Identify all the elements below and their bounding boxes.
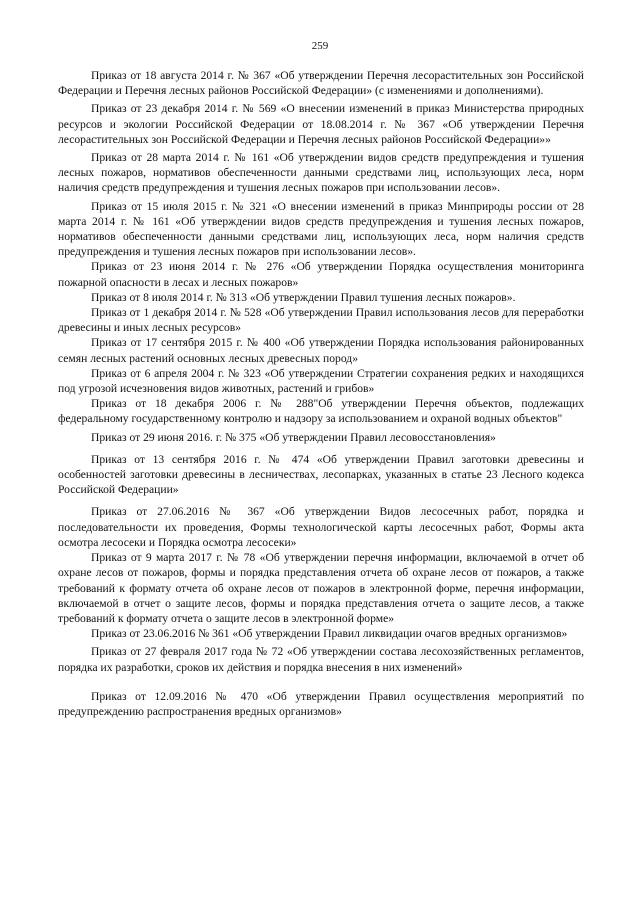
paragraph-order-72-2017: Приказ от 27 февраля 2017 года № 72 «Об утверждении состава лесохозяйственных регламентов, порядка их разработки, сроков их действия и порядка внесения в них изменений» bbox=[58, 645, 584, 674]
paragraph-order-161-2014: Приказ от 28 марта 2014 г. № 161 «Об утверждении видов средств предупреждения и тушения лесных пожаров, нормативов обеспеченности данными средствами лиц, использующих леса, норм наличия средств предупреждения и тушения лесных пожаров при использовании лесов». bbox=[58, 151, 584, 195]
paragraph-order-361-2016: Приказ от 23.06.2016 № 361 «Об утверждении Правил ликвидации очагов вредных организмов» bbox=[91, 627, 568, 641]
paragraph-order-470-2016: Приказ от 12.09.2016 № 470 «Об утверждении Правил осуществления мероприятий по предупреждению распространения вредных организмов» bbox=[58, 689, 584, 718]
paragraph-order-569-2014: Приказ от 23 декабря 2014 г. № 569 «О внесении изменений в приказ Министерства природных ресурсов и экологии Российской Федерации от 18.08.2014 г. № 367 «Об утверждении Перечня лесорастительных зон Российской Федерации и Перечня лесных районов Российской Федерации»» bbox=[58, 102, 584, 146]
paragraph-order-276-2014: Приказ от 23 июня 2014 г. № 276 «Об утверждении Порядка осуществления мониторинга пожарной опасности в лесах и лесных пожаров» bbox=[58, 260, 584, 289]
paragraph-order-367-2014: Приказ от 18 августа 2014 г. № 367 «Об утверждении Перечня лесорастительных зон Российской Федерации и Перечня лесных районов Российской Федерации» (с изменениями и дополнениями). bbox=[58, 69, 584, 98]
paragraph-order-367-2016: Приказ от 27.06.2016 № 367 «Об утверждении Видов лесосечных работ, порядка и последовательности их проведения, Формы технологической карты лесосечных работ, Формы акта осмотра лесосеки и Порядка осмотра лесосеки» bbox=[58, 505, 584, 549]
paragraph-order-375-2016: Приказ от 29 июня 2016. г. № 375 «Об утверждении Правил лесовосстановления» bbox=[91, 430, 496, 444]
paragraph-order-78-2017: Приказ от 9 марта 2017 г. № 78 «Об утверждении перечня информации, включаемой в отчет об охране лесов от пожаров, формы и порядка представления отчета об охране лесов от пожаров, а также требований к формату отчета об охране лесов от пожаров в электронной форме, перечня информации, включаемой в отчет о защите лесов, формы и порядка представления отчета о защите лесов, а также требований к формату отчета о защите лесов в электронной форме» bbox=[58, 551, 584, 625]
paragraph-order-474-2016: Приказ от 13 сентября 2016 г. № 474 «Об утверждении Правил заготовки древесины и особенностей заготовки древесины в лесничествах, лесопарках, указанных в статье 23 Лесного кодекса Российской Федерации» bbox=[58, 452, 584, 497]
paragraph-order-288-2006: Приказ от 18 декабря 2006 г. № 288"Об утверждении Перечня объектов, подлежащих федеральному государственному контролю и надзору за использованием и охраной водных объектов" bbox=[58, 397, 584, 426]
paragraph-order-321-2015: Приказ от 15 июля 2015 г. № 321 «О внесении изменений в приказ Минприроды россии от 28 марта 2014 г. № 161 «Об утверждении видов средств предупреждения и тушения лесных пожаров, нормативов обеспеченности данными средствами лиц, использующих леса, норм наличия средств предупреждения и тушения лесных пожаров при использовании лесов». bbox=[58, 199, 584, 259]
page-number: 259 bbox=[311, 40, 329, 52]
paragraph-order-528-2014: Приказ от 1 декабря 2014 г. № 528 «Об утверждении Правил использования лесов для переработки древесины и иных лесных ресурсов» bbox=[58, 306, 584, 335]
paragraph-order-313-2014: Приказ от 8 июля 2014 г. № 313 «Об утверждении Правил тушения лесных пожаров». bbox=[91, 290, 516, 304]
paragraph-order-400-2015: Приказ от 17 сентября 2015 г. № 400 «Об утверждении Порядка использования районированных семян лесных растений основных лесных древесных пород» bbox=[58, 336, 584, 365]
document-body bbox=[58, 68, 584, 719]
paragraph-order-323-2004: Приказ от 6 апреля 2004 г. № 323 «Об утверждении Стратегии сохранения редких и находящихся под угрозой исчезновения видов животных, растений и грибов» bbox=[58, 366, 584, 396]
